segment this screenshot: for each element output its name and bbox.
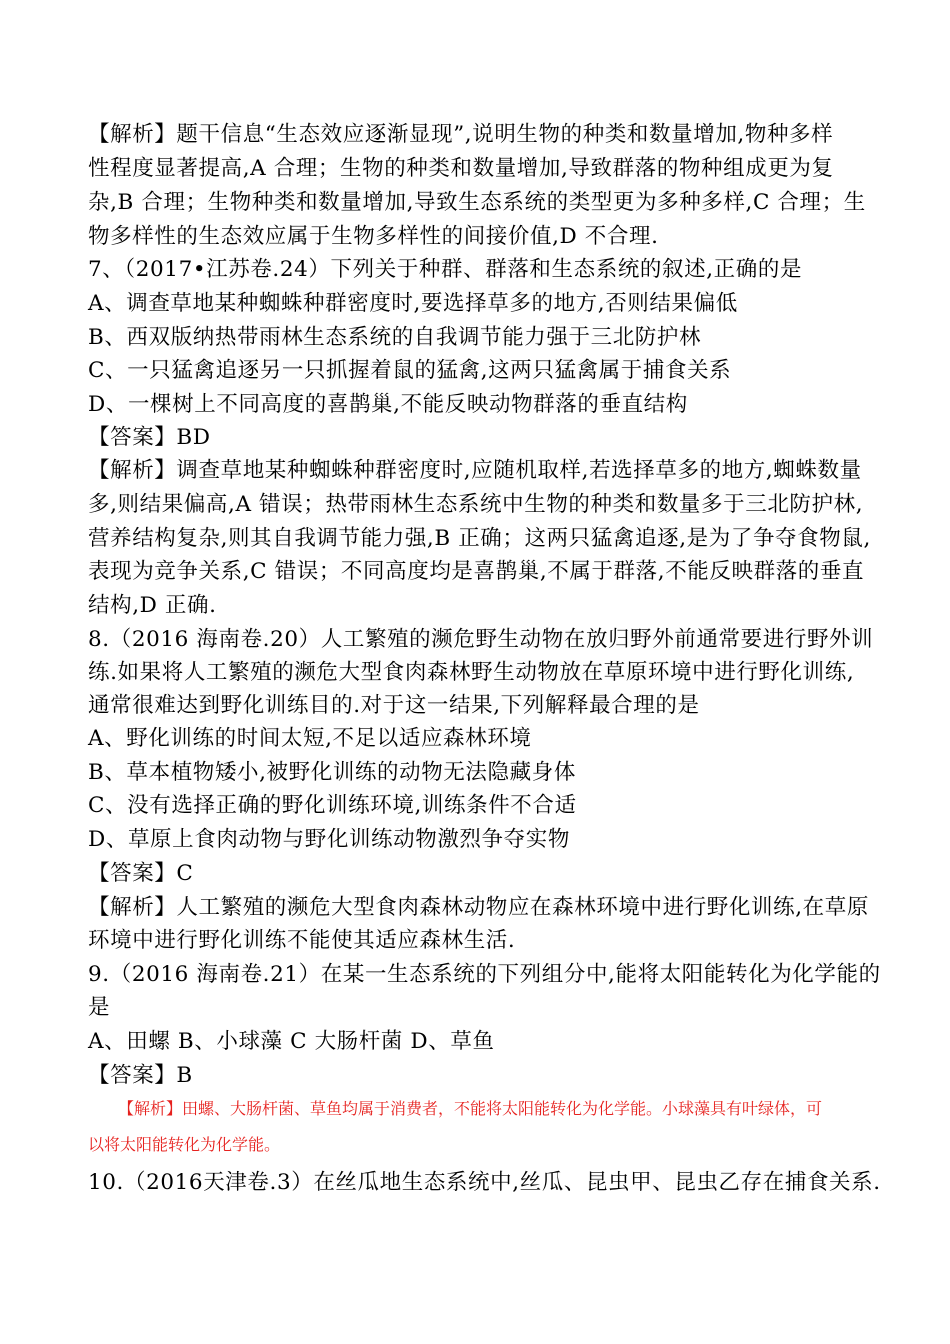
text-line: 性程度显著提高,A 合理；生物的种类和数量增加,导致群落的物种组成更为复 bbox=[88, 156, 834, 181]
option-d: D、草原上食肉动物与野化训练动物激烈争夺实物 bbox=[88, 827, 570, 852]
question-7: 7、（2017•江苏卷.24）下列关于种群、群落和生态系统的叙述,正确的是 bbox=[88, 257, 803, 282]
text-line: 环境中进行野化训练不能使其适应森林生活. bbox=[88, 928, 516, 953]
text-line: 是 bbox=[88, 995, 111, 1020]
answer-line: 【答案】B bbox=[88, 1063, 193, 1088]
answer-line: 【答案】BD bbox=[88, 425, 211, 450]
option-c: C、没有选择正确的野化训练环境,训练条件不合适 bbox=[88, 793, 577, 818]
text-line: 物多样性的生态效应属于生物多样性的间接价值,D 不合理. bbox=[88, 224, 659, 249]
question-9: 9.（2016 海南卷.21）在某一生态系统的下列组分中,能将太阳能转化为化学能的 bbox=[88, 962, 881, 987]
text-line: 营养结构复杂,则其自我调节能力强,B 正确；这两只猛禽追逐,是为了争夺食物鼠, bbox=[88, 526, 871, 551]
option-c: C、一只猛禽追逐另一只抓握着鼠的猛禽,这两只猛禽属于捕食关系 bbox=[88, 358, 732, 383]
option-a: A、调查草地某种蜘蛛种群密度时,要选择草多的地方,否则结果偏低 bbox=[88, 291, 738, 316]
option-b: B、西双版纳热带雨林生态系统的自我调节能力强于三北防护林 bbox=[88, 325, 702, 350]
red-analysis-note: 【解析】田螺、大肠杆菌、草鱼均属于消费者，不能将太阳能转化为化学能。小球藻具有叶绿体，可 bbox=[118, 1099, 823, 1118]
text-line: 结构,D 正确. bbox=[88, 593, 217, 618]
text-line: 通常很难达到野化训练目的.对于这一结果,下列解释最合理的是 bbox=[88, 693, 700, 718]
text-line: 【解析】题干信息“生态效应逐渐显现”,说明生物的种类和数量增加,物种多样 bbox=[88, 122, 834, 147]
option-a: A、野化训练的时间太短,不足以适应森林环境 bbox=[88, 726, 532, 751]
option-d: D、一棵树上不同高度的喜鹊巢,不能反映动物群落的垂直结构 bbox=[88, 392, 688, 417]
red-analysis-note: 以将太阳能转化为化学能。 bbox=[88, 1135, 281, 1154]
question-10: 10.（2016天津卷.3）在丝瓜地生态系统中,丝瓜、昆虫甲、昆虫乙存在捕食关系. bbox=[88, 1170, 881, 1195]
text-line: 多,则结果偏高,A 错误；热带雨林生态系统中生物的种类和数量多于三北防护林, bbox=[88, 492, 864, 517]
text-line: 表现为竞争关系,C 错误；不同高度均是喜鹊巢,不属于群落,不能反映群落的垂直 bbox=[88, 559, 865, 584]
option-b: B、草本植物矮小,被野化训练的动物无法隐藏身体 bbox=[88, 760, 576, 785]
text-line: 杂,B 合理；生物种类和数量增加,导致生态系统的类型更为多种多样,C 合理；生 bbox=[88, 190, 866, 215]
text-line: 【解析】人工繁殖的濒危大型食肉森林动物应在森林环境中进行野化训练,在草原 bbox=[88, 895, 869, 920]
text-line: 【解析】调查草地某种蜘蛛种群密度时,应随机取样,若选择草多的地方,蜘蛛数量 bbox=[88, 458, 862, 483]
question-8: 8.（2016 海南卷.20）人工繁殖的濒危野生动物在放归野外前通常要进行野外训 bbox=[88, 627, 874, 652]
text-line: 练.如果将人工繁殖的濒危大型食肉森林野生动物放在草原环境中进行野化训练, bbox=[88, 660, 855, 685]
answer-line: 【答案】C bbox=[88, 861, 194, 886]
options-line: A、田螺 B、小球藻 C 大肠杆菌 D、草鱼 bbox=[88, 1029, 495, 1054]
